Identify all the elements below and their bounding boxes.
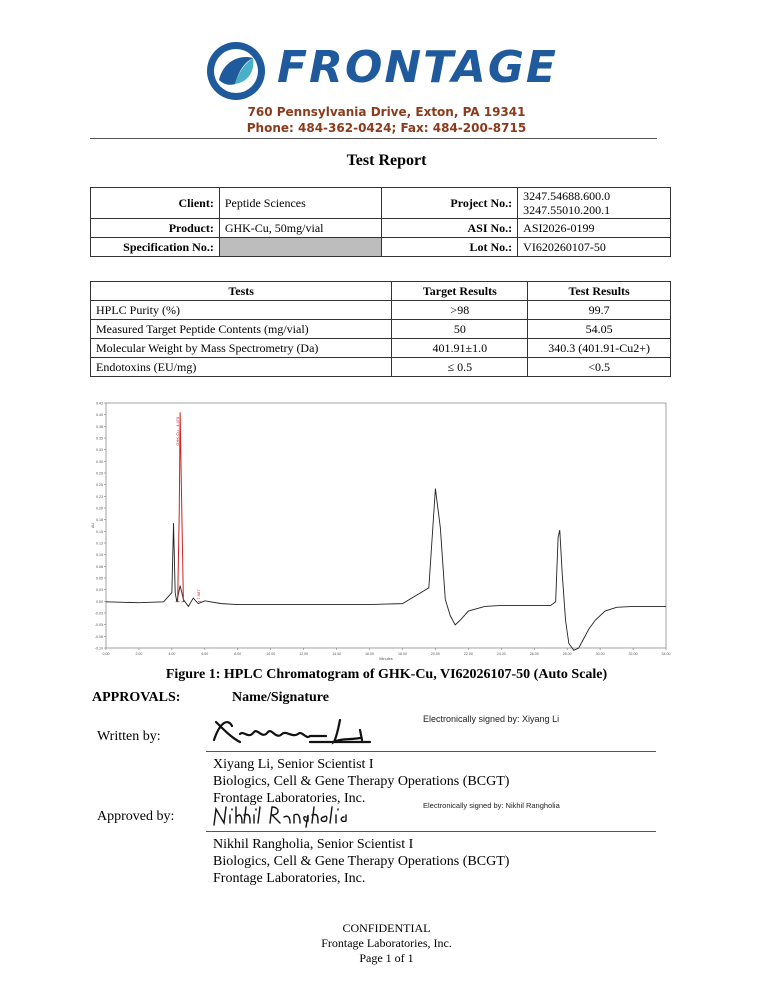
- results-table: [90, 281, 671, 377]
- x-tick-label: 32.00: [628, 652, 638, 656]
- company-logo: [205, 40, 585, 100]
- info-table: [90, 187, 671, 257]
- company-phone: Phone: 484-362-0424; Fax: 484-200-8715: [246, 121, 527, 135]
- result-value: <0.5: [528, 358, 671, 377]
- header-divider: [90, 138, 657, 139]
- confidential-label: CONFIDENTIAL: [342, 921, 431, 935]
- chromatogram-trace: [106, 489, 666, 651]
- peak-label: GHK-Cu - 4.470: [175, 416, 181, 446]
- y-tick-label: 0.15: [96, 529, 103, 534]
- y-axis-label: AU: [91, 522, 95, 529]
- written-esign-note: Electronically signed by: Xiyang Li: [423, 714, 560, 724]
- product-value: GHK-Cu, 50mg/vial: [219, 219, 382, 238]
- spec-label: Specification No.:: [91, 238, 220, 257]
- project-value: [518, 188, 671, 219]
- y-tick-label: 0.13: [96, 541, 103, 546]
- y-tick-label: -0.05: [94, 623, 103, 628]
- x-tick-label: 0.00: [102, 652, 110, 656]
- y-tick-label: 0.28: [96, 471, 103, 476]
- x-tick-label: 24.00: [496, 652, 506, 656]
- written-by-details: [213, 756, 509, 807]
- signature-line: [206, 831, 656, 832]
- y-tick-label: 0.05: [96, 576, 103, 581]
- table-row: [91, 320, 671, 339]
- target-value: ≤ 0.5: [392, 358, 528, 377]
- product-label: Product:: [91, 219, 220, 238]
- header-result: Test Results: [528, 282, 671, 301]
- client-value: Peptide Sciences: [219, 188, 382, 219]
- company-address: 760 Pennsylvania Drive, Exton, PA 19341: [247, 105, 526, 119]
- written-name-title: Xiyang Li, Senior Scientist I: [213, 757, 374, 772]
- y-tick-label: -0.10: [94, 646, 103, 651]
- x-tick-label: 6.00: [201, 652, 209, 656]
- hplc-chromatogram: [88, 395, 678, 665]
- test-name: Molecular Weight by Mass Spectrometry (Da): [91, 339, 392, 358]
- project-number-1: 3247.54688.600.0: [523, 189, 611, 203]
- x-tick-label: 30.00: [595, 652, 605, 656]
- info-row: [91, 188, 671, 219]
- y-tick-label: 0.30: [96, 459, 103, 464]
- x-tick-label: 26.00: [529, 652, 539, 656]
- project-label: Project No.:: [382, 188, 518, 219]
- y-tick-label: -0.03: [94, 611, 103, 616]
- y-tick-label: 0.38: [96, 424, 103, 429]
- x-tick-label: 8.00: [234, 652, 242, 656]
- footer-company: Frontage Laboratories, Inc.: [321, 936, 452, 950]
- written-department: Biologics, Cell & Gene Therapy Operations (BCGT): [213, 774, 510, 789]
- x-tick-label: 10.00: [266, 652, 276, 656]
- result-value: 340.3 (401.91-Cu2+): [528, 339, 671, 358]
- name-signature-heading: Name/Signature: [232, 690, 329, 705]
- frontage-leaf-icon: [205, 40, 267, 102]
- lot-value: VI620260107-50: [518, 238, 671, 257]
- info-row: [91, 219, 671, 238]
- y-tick-label: 0.23: [96, 494, 103, 499]
- y-tick-label: 0.10: [96, 553, 103, 558]
- test-name: HPLC Purity (%): [91, 301, 392, 320]
- approved-company: Frontage Laboratories, Inc.: [213, 871, 366, 886]
- target-value: 50: [392, 320, 528, 339]
- signature-line: [206, 751, 656, 752]
- client-label: Client:: [91, 188, 220, 219]
- page-footer: [0, 921, 773, 966]
- report-title: Test Report: [346, 152, 427, 169]
- header-target: Target Results: [392, 282, 528, 301]
- approved-name-title: Nikhil Rangholia, Senior Scientist I: [213, 837, 414, 852]
- figure-caption: Figure 1: HPLC Chromatogram of GHK-Cu, VI62026107-50 (Auto Scale): [165, 667, 608, 682]
- x-tick-label: 14.00: [332, 652, 342, 656]
- approved-department: Biologics, Cell & Gene Therapy Operations (BCGT): [213, 854, 510, 869]
- x-tick-label: 12.00: [299, 652, 309, 656]
- x-axis-label: Minutes: [379, 657, 393, 661]
- target-value: >98: [392, 301, 528, 320]
- y-tick-label: 0.20: [96, 506, 103, 511]
- written-company: Frontage Laboratories, Inc.: [213, 791, 366, 806]
- lot-label: Lot No.:: [382, 238, 518, 257]
- x-tick-label: 34.00: [661, 652, 671, 656]
- approved-by-details: [213, 836, 509, 887]
- y-tick-label: 0.35: [96, 436, 103, 441]
- written-signature: [210, 712, 380, 750]
- company-name: FRONTAGE: [277, 42, 558, 93]
- result-value: 99.7: [528, 301, 671, 320]
- header-tests: Tests: [91, 282, 392, 301]
- x-tick-label: 18.00: [397, 652, 407, 656]
- chart-series: [106, 412, 666, 650]
- y-tick-label: 0.43: [96, 401, 103, 406]
- spec-value: [219, 238, 382, 257]
- written-by-label: Written by:: [97, 729, 161, 744]
- asi-value: ASI2026-0199: [518, 219, 671, 238]
- y-tick-label: 0.25: [96, 483, 103, 488]
- x-tick-label: 22.00: [463, 652, 473, 656]
- approved-signature: [210, 803, 360, 829]
- table-row: [91, 358, 671, 377]
- asi-label: ASI No.:: [382, 219, 518, 238]
- x-tick-label: 16.00: [365, 652, 375, 656]
- peak-label: 7.987: [195, 589, 201, 600]
- info-row: [91, 238, 671, 257]
- y-tick-label: 0.08: [96, 564, 103, 569]
- x-tick-label: 2.00: [135, 652, 143, 656]
- approved-esign-note: Electronically signed by: Nikhil Rangholia: [423, 801, 560, 810]
- x-tick-label: 4.00: [168, 652, 176, 656]
- x-tick-label: 28.00: [562, 652, 572, 656]
- y-tick-label: 0.03: [96, 588, 103, 593]
- table-row: [91, 301, 671, 320]
- page-number: Page 1 of 1: [359, 951, 414, 965]
- test-name: Endotoxins (EU/mg): [91, 358, 392, 377]
- x-tick-label: 20.00: [430, 652, 440, 656]
- y-tick-label: 0.40: [96, 413, 103, 418]
- y-tick-label: 0.00: [96, 599, 103, 604]
- plot-frame: [106, 403, 666, 648]
- approved-by-label: Approved by:: [97, 809, 175, 824]
- y-tick-label: -0.08: [94, 634, 103, 639]
- y-tick-label: 0.33: [96, 448, 103, 453]
- result-value: 54.05: [528, 320, 671, 339]
- test-name: Measured Target Peptide Contents (mg/vial): [91, 320, 392, 339]
- table-row: [91, 339, 671, 358]
- y-tick-label: 0.18: [96, 518, 103, 523]
- approvals-heading: APPROVALS:: [92, 690, 181, 705]
- project-number-2: 3247.55010.200.1: [523, 203, 611, 217]
- target-value: 401.91±1.0: [392, 339, 528, 358]
- results-header-row: [91, 282, 671, 301]
